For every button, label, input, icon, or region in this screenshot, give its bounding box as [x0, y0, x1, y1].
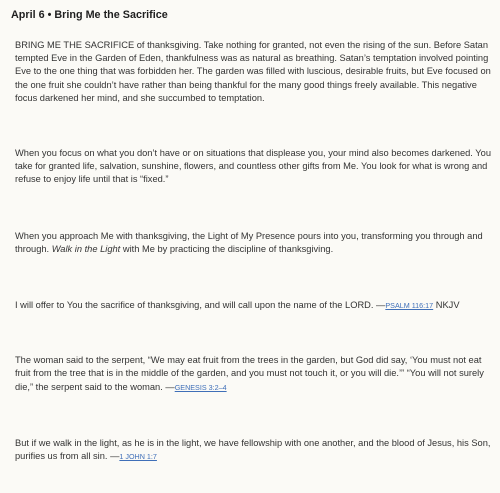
scripture-psalm-text: I will offer to You the sacrifice of thanksgiving, and will call upon the name of the LORD. —: [15, 300, 386, 311]
john-reference-link[interactable]: 1 JOHN 1:7: [119, 452, 157, 462]
page-title: April 6 • Bring Me the Sacrifice: [11, 9, 168, 21]
paragraph-thanksgiving: [15, 230, 492, 256]
genesis-reference-link[interactable]: GENESIS 3:2–4: [174, 382, 227, 392]
scripture-john: [15, 437, 492, 463]
paragraph-focus: When you focus on what you don’t have or on situations that displease you, your mind also becomes darkened. You take for granted life, salvation, sunshine, flowers, and countless other gifts from Me. You look for what is wrong and refuse to enjoy life until that is “fixed.”: [15, 148, 491, 185]
scripture-psalm: [15, 299, 492, 312]
scripture-john-text: But if we walk in the light, as he is in the light, we have fellowship with one another, and the blood of Jesus, his Son, purifies us from all sin. —: [15, 437, 491, 462]
paragraph-intro: BRING ME THE SACRIFICE of thanksgiving. Take nothing for granted, not even the rising of the sun. Before Satan tempted Eve in the Garden of Eden, thankfulness was as natural as breathing. Satan’s temptation involved pointing Eve to the one thing that was forbidden her. The garden was filled with luscious, desirable fruits, but Eve focused on the one fruit she couldn’t have rather than being thankful for the many good things freely available. This negative focus darkened her mind, and she succumbed to temptation.: [15, 40, 491, 103]
scripture-psalm-version: NKJV: [433, 300, 460, 311]
scripture-genesis-text: The woman said to the serpent, “We may eat fruit from the trees in the garden, but God did say, ‘You must not eat fruit from the tree that is in the middle of the garden, and you must not touch it, or you will die.’” “You will not surely die,” the serpent said to the woman. —: [15, 355, 484, 392]
paragraph-thanksgiving-text-start: When you approach Me with thanksgiving, the Light of My Presence pours into you, transforming you through and through.: [15, 230, 483, 254]
devotional-body: [15, 39, 492, 463]
walk-in-the-light-emphasis: Walk in the Light: [51, 243, 121, 254]
psalm-reference-link[interactable]: PSALM 116:17: [385, 301, 434, 311]
scripture-genesis: [15, 354, 492, 394]
paragraph-thanksgiving-text-end: with Me by practicing the discipline of thanksgiving.: [120, 243, 334, 254]
